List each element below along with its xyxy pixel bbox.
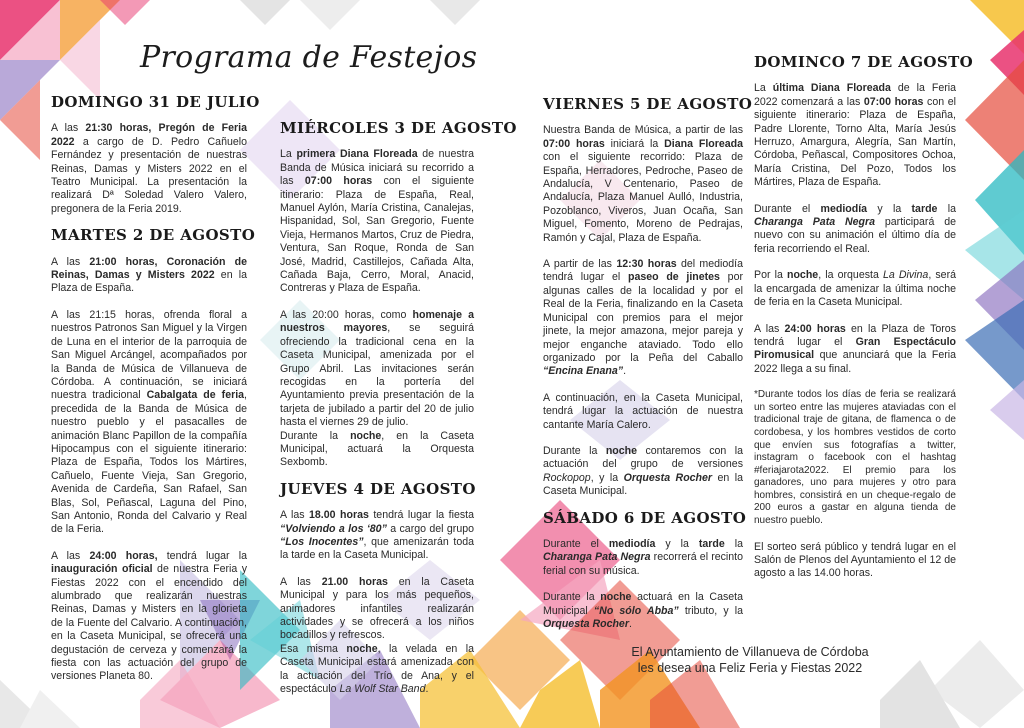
heading-domingo-7: DOMINCO 7 DE AGOSTO — [754, 53, 974, 71]
column-3 — [543, 56, 753, 644]
paragraph: La última Diana Floreada de la Feria 2022 comenzará a las 07:00 horas con el siguiente itinerario: Plaza de España, Padre Llorente, Torno Alta, María Jesús Herruzo, Amargura, Alegría, San Martín, Córdoba, Peñascal, Compositores Ochoa, María Cristina, Del Pozo, Todos los Mártires, Plaza de España. — [754, 82, 957, 189]
heading-sabado-6: SÁBADO 6 DE AGOSTO — [543, 508, 747, 527]
footnote: *Durante todos los días de feria se realizará un sorteo entre las mujeres ataviadas con el tradicional traje de gitana, de flamenca o de cordobesa, y los hombres vestidos de corto que envíen sus fotografías a twitter, instagram o facebook con el hashtag #feriajarota2022. El premio para los ganadores, uno para mujeres y otro para hombres, consistirá en un cheque-regalo de 200 euros a gastar en alguna tienda de nuestro pueblo. — [754, 389, 956, 527]
paragraph: Durante la noche contaremos con la actuación del grupo de versiones Rockopop, y la Orquesta Rocher en la Caseta Municipal. — [543, 444, 743, 498]
heading-miercoles-3: MIÉRCOLES 3 DE AGOSTO — [280, 119, 517, 137]
paragraph: A las 21:30 horas, Pregón de Feria 2022 a cargo de D. Pedro Cañuelo Fernández y presentación de nuestras Reinas, Damas y Misters 2022 en el Teatro Municipal. La presentación la realizará Dª Soledad Valero Valero, pregonera de la Feria 2019. — [51, 122, 247, 215]
column-2 — [280, 96, 517, 709]
paragraph: A las 20:00 horas, como homenaje a nuestros mayores, se seguirá ofreciendo la tradicional cena en la Caseta Municipal, amenizada por el Grupo Abril. Las invitaciones serán recogidas en la portería del Ayuntamiento previa presentación de la tarjeta de jubilado a partir del 20 de julio hasta el viernes 29 de julio. — [280, 308, 475, 429]
paragraph: A las 24:00 horas, tendrá lugar la inauguración oficial de nuestra Feria y Fiestas 2022 con el encendido del alumbrado que realizarán nuestras Reinas, Damas y Misters en la glorieta de la Fuente del Calvario. A continuación, en la Caseta Municipal, se ofrecerá una degustación de cerveza y comenzará la fiesta con las actuación del grupo de versiones Planeta 80. — [51, 549, 247, 683]
closing-message — [600, 644, 900, 676]
paragraph: Por la noche, la orquesta La Divina, será la encargada de amenizar la última noche de feria en la Caseta Municipal. — [754, 269, 956, 309]
paragraph: A las 21.00 horas en la Caseta Municipal y para los más pequeños, animadores infantiles realizarán actividades y se ofrecerá a los niños bocadillos y refrescos. — [280, 575, 474, 642]
heading-viernes-5: VIERNES 5 DE AGOSTO — [543, 95, 753, 113]
paragraph: A las 18.00 horas tendrá lugar la fiesta “Volviendo a los ‘80” a cargo del grupo “Los Inocentes”, que amenizarán toda la tarde en la Caseta Municipal. — [280, 509, 474, 562]
paragraph: Nuestra Banda de Música, a partir de las 07:00 horas iniciará la Diana Floreada con el siguiente recorrido: Plaza de España, Herradores, Pedroche, Paseo de Andalucía, V Centenario, Paseo de Andalucía, Plaza Manuel Aulló, Industria, Pozoblanco, Viveros, Juan Ocaña, San Miguel, Fomento, Moreno de Pedrajas, Ramón y Cajal, Plaza de España. — [543, 124, 744, 244]
column-1 — [51, 93, 260, 697]
paragraph: Durante la noche actuará en la Caseta Municipal “No sólo Abba” tributo, y la Orquesta Rocher. — [543, 591, 743, 630]
paragraph: A las 21:15 horas, ofrenda floral a nuestros Patronos San Miguel y la Virgen de Luna en el interior de la parroquia de San Miguel Arcángel, acompañados por la Banda de Música de Villanueva de Córdoba. A continuación, se iniciará nuestra tradicional Cabalgata de feria, precedida de la Banda de Música de nuestro pueblo y el pasacalles de animación Blanc Papillon de la compañía Hipocampus con el siguiente itinerario: Plaza de España, Todos los Mártires, Cañuelo, Fuente Vieja, San Gregorio, Avenida de Cardeña, San Rafael, San Blas, Sol, Peñascal, Laguna del Pino, San Antonio, Ronda del Calvario y Real de la Feria. — [51, 308, 247, 536]
paragraph: Durante el mediodía y la tarde la Charanga Pata Negra participará de nuevo con su animación el último día de feria recorriendo el Real. — [754, 202, 956, 255]
closing-line-2: les desea una Feliz Feria y Fiestas 2022 — [637, 661, 863, 675]
heading-domingo-31: DOMINGO 31 DE JULIO — [51, 93, 260, 111]
paragraph: Durante el mediodía y la tarde la Charanga Pata Negra recorrerá el recinto ferial con su música. — [543, 537, 743, 577]
paragraph: El sorteo será público y tendrá lugar en el Salón de Plenos del Ayuntamiento el 12 de agosto a las 14.00 horas. — [754, 540, 956, 580]
column-4 — [754, 53, 974, 594]
closing-line-1: El Ayuntamiento de Villanueva de Córdoba — [631, 645, 869, 659]
paragraph: La primera Diana Floreada de nuestra Banda de Música iniciará su recorrido a las 07:00 horas con el siguiente itinerario: Plaza de España, Real, Manuel Aylón, María Cristina, Canalejas, Hispanidad, Sol, San Gregorio, Fuente Vieja, Hermanos Martos, Cruz de Piedra, Ventura, San Roque, Ronda de San José, Madrid, Castillejos, Cañada Alta, Cañada Baja, Cerro, Moral, Anacid, Contreras y Plaza de España. — [280, 148, 474, 295]
page-title: Programa de Festejos — [140, 40, 478, 75]
paragraph: Durante la noche, en la Caseta Municipal, actuará la Orquesta Sexbomb. — [280, 429, 474, 469]
paragraph: A partir de las 12:30 horas del mediodía tendrá lugar el paseo de jinetes por algunas calles de la localidad y por el Real de la Feria, finalizando en la Caseta Municipal con premios para el mejor jinete, la mejor amazona, mejor pareja y mejor enganche ataviado. Todo ello organizado por la Peña del Caballo “Encina Enana”. — [543, 258, 744, 378]
heading-jueves-4: JUEVES 4 DE AGOSTO — [280, 479, 476, 498]
paragraph: Esa misma noche, la velada en la Caseta Municipal estará amenizada con la actuación del Trío de Ana, y el espectáculo La Wolf Star Band. — [280, 642, 474, 696]
heading-martes-2: MARTES 2 DE AGOSTO — [51, 226, 256, 245]
paragraph: A las 21:00 horas, Coronación de Reinas, Damas y Misters 2022 en la Plaza de España. — [51, 255, 247, 295]
paragraph: A continuación, en la Caseta Municipal, tendrá lugar la actuación de nuestra cantante María Calero. — [543, 391, 743, 431]
paragraph: A las 24:00 horas en la Plaza de Toros tendrá lugar el Gran Espectáculo Piromusical que anunciará que la Feria 2022 llega a su final. — [754, 322, 956, 375]
paragraph-spacer — [543, 56, 743, 82]
paragraph-spacer — [280, 96, 474, 109]
